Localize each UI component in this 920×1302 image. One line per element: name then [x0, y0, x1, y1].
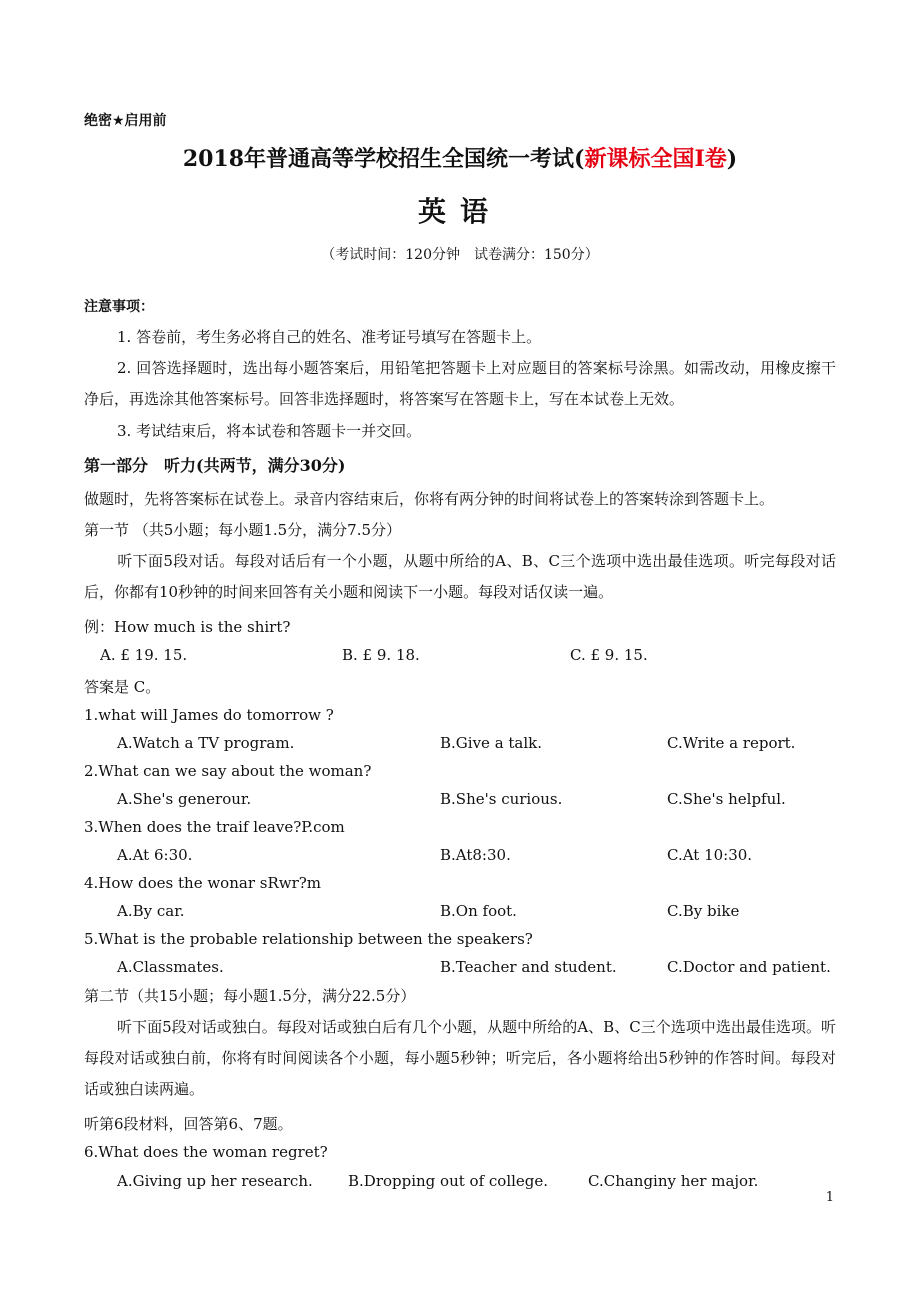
- subject-title: 英语: [417, 195, 502, 228]
- question-5-option-a: A.Classmates.: [117, 958, 224, 976]
- exam-meta: （考试时间：120分钟 试卷满分：150分）: [321, 247, 599, 263]
- question-3-option-b: B.At8:30.: [440, 846, 511, 864]
- notice-heading: 注意事项：: [84, 299, 154, 315]
- question-1-option-b: B.Give a talk.: [440, 734, 543, 752]
- question-2: 2.What can we say about the woman?: [84, 762, 372, 780]
- example-option-c: C. £ 9. 15.: [570, 646, 648, 664]
- question-5-option-c: C.Doctor and patient.: [667, 958, 831, 976]
- question-4: 4.How does the wonar sRwr?m: [84, 874, 322, 892]
- section2-instructions: 听下面5段对话或独白。每段对话或独白后有几个小题，从题中所给的A、B、C三个选项中选出最佳选项。听每段对话或独白前，你将有时间阅读各个小题，每小题5秒钟；听完后，各小题将给出5秒钟的作答时间。每段对话或独白读两遍。: [84, 1018, 836, 1098]
- question-1-option-a: A.Watch a TV program.: [117, 734, 295, 752]
- notice-item-2: 2. 回答选择题时，选出每小题答案后，用铅笔把答题卡上对应题目的答案标号涂黑。如需改动，用橡皮擦干净后，再选涂其他答案标号。回答非选择题时，将答案写在答题卡上，写在本试卷上无效。: [84, 359, 836, 408]
- page-number: 1: [825, 1190, 834, 1205]
- question-2-option-b: B.She's curious.: [440, 790, 563, 808]
- exam-title-close: ): [726, 146, 738, 172]
- question-5-option-b: B.Teacher and student.: [440, 958, 617, 976]
- section1-heading: 第一节 （共5小题；每小题1.5分，满分7.5分）: [84, 521, 402, 539]
- example-option-a: A. £ 19. 15.: [100, 646, 188, 664]
- section1-instructions: 听下面5段对话。每段对话后有一个小题，从题中所给的A、B、C三个选项中选出最佳选项。听完每段对话后，你都有10秒钟的时间来回答有关小题和阅读下一小题。每段对话仅读一遍。: [84, 552, 836, 601]
- notice-item-1: 1. 答卷前，考生务必将自己的姓名、准考证号填写在答题卡上。: [117, 328, 542, 346]
- example-option-b: B. £ 9. 18.: [342, 646, 420, 664]
- question-3-option-c: C.At 10:30.: [667, 846, 753, 864]
- material-6-label: 听第6段材料，回答第6、7题。: [84, 1115, 293, 1133]
- exam-title-main: 2018年普通高等学校招生全国统一考试(: [182, 146, 585, 172]
- notice-item-3: 3. 考试结束后，将本试卷和答题卡一并交回。: [117, 422, 422, 440]
- question-4-option-a: A.By car.: [117, 902, 185, 920]
- question-6: 6.What does the woman regret?: [84, 1143, 328, 1161]
- example-answer: 答案是 C。: [84, 678, 161, 696]
- confidential-label: 绝密★启用前: [84, 113, 167, 129]
- question-3: 3.When does the traif leave?P.com: [84, 818, 345, 836]
- question-6-option-c: C.Changiny her major.: [588, 1172, 759, 1190]
- question-2-option-a: A.She's generour.: [117, 790, 252, 808]
- question-1: 1.what will James do tomorrow ?: [84, 706, 334, 724]
- example-question: 例：How much is the shirt?: [84, 618, 291, 636]
- question-4-option-b: B.On foot.: [440, 902, 517, 920]
- question-5: 5.What is the probable relationship between the speakers?: [84, 930, 533, 948]
- question-6-option-b: B.Dropping out of college.: [348, 1172, 549, 1190]
- part1-heading: 第一部分 听力(共两节，满分30分): [84, 456, 346, 475]
- exam-title: [0, 142, 920, 173]
- section2-heading: 第二节（共15小题；每小题1.5分，满分22.5分）: [84, 987, 416, 1005]
- question-2-option-c: C.She's helpful.: [667, 790, 786, 808]
- question-4-option-c: C.By bike: [667, 902, 740, 920]
- question-6-option-a: A.Giving up her research.: [117, 1172, 313, 1190]
- question-1-option-c: C.Write a report.: [667, 734, 796, 752]
- question-3-option-a: A.At 6:30.: [117, 846, 193, 864]
- part1-intro: 做题时，先将答案标在试卷上。录音内容结束后，你将有两分钟的时间将试卷上的答案转涂到答题卡上。: [84, 490, 775, 508]
- exam-title-red: 新课标全国Ⅰ卷: [584, 146, 727, 172]
